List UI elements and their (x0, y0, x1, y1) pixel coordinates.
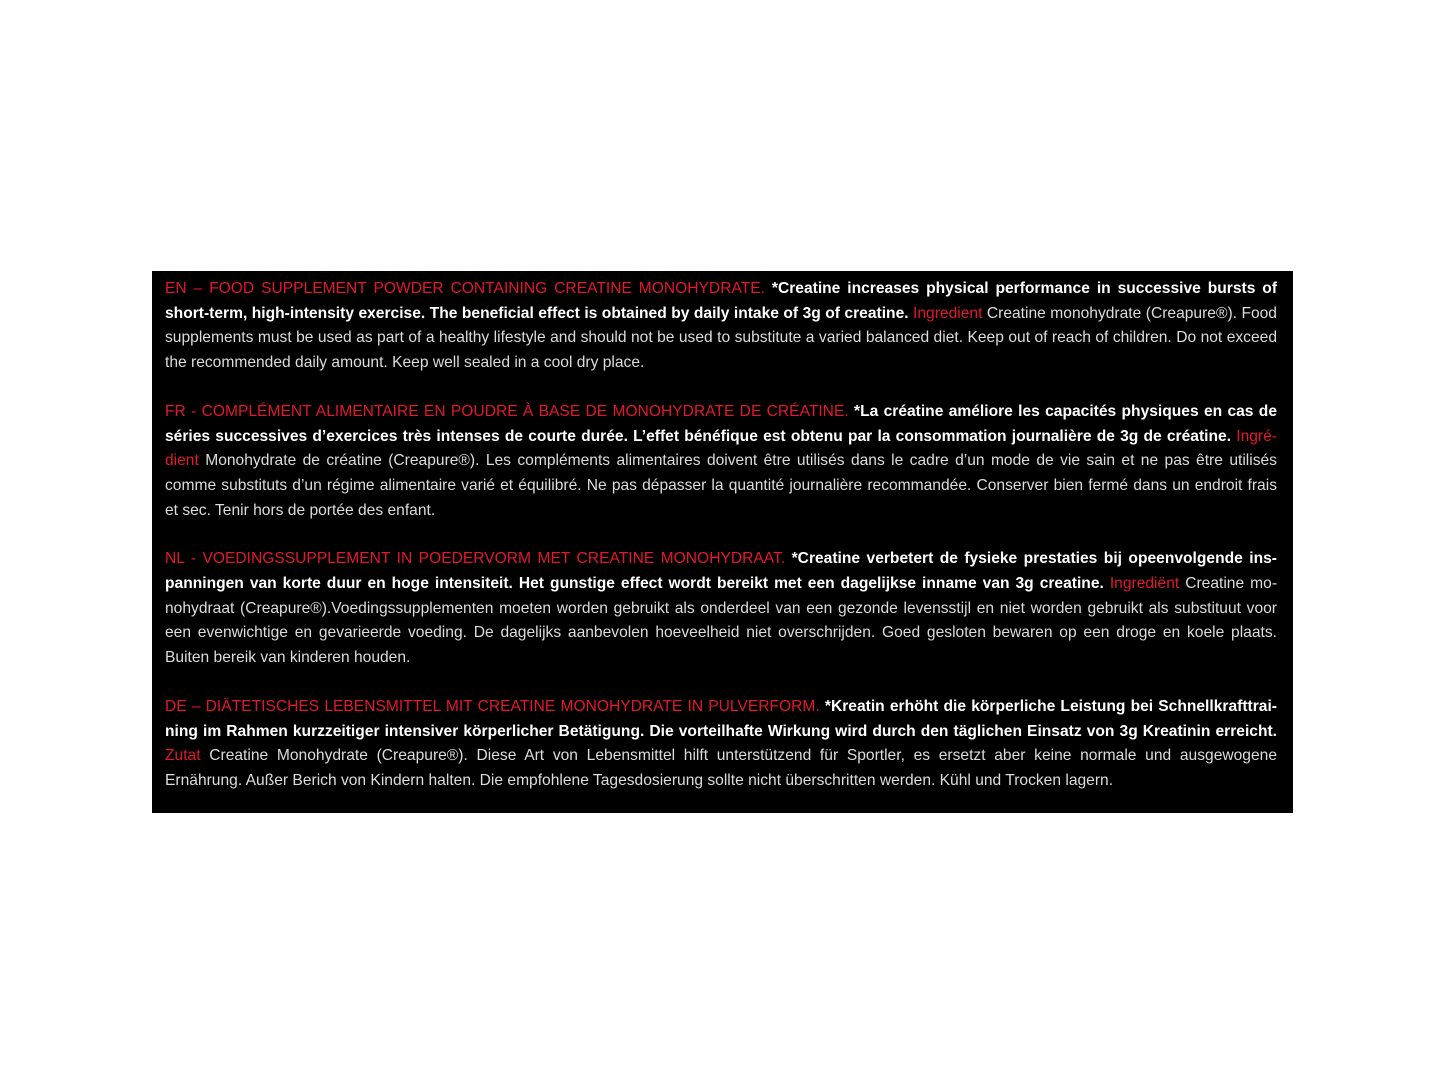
section-de (165, 695, 1277, 794)
supplement-label-panel (152, 271, 1293, 813)
health-claim-fr: *La créatine améliore les capacités physiques en cas de séries successives d’exercices très intenses de courte durée. L’effet bénéfique est obtenu par la consommation journalière de 3g de créatine. (165, 402, 1277, 445)
body-text-fr: Monohydrate de créatine (Creapure®). Les compléments alimentaires doivent être utilisés dans le cadre d’un mode de vie sain et ne pas être utilisés comme substituts d’un régime alimentaire varié et équilibré. Ne pas dépasser la quantité journalière recommandée. Conserver bien fermé dans un endroit frais et sec. Tenir hors de portée des enfant. (165, 452, 1277, 519)
section-fr (165, 400, 1277, 524)
health-claim-de: *Kreatin erhöht die körperliche Leistung bei Schnellkrafttraining im Rahmen kurzzeitiger intensiver körperlicher Betätigung. Die vorteilhafte Wirkung wird durch den täglichen Einsatz von 3g Kreatinin erreicht. (165, 697, 1277, 740)
section-nl (165, 547, 1277, 671)
section-heading-nl: NL - VOEDINGSSUPPLEMENT IN POEDERVORM MET CREATINE MONOHYDRAAT. (165, 550, 786, 568)
section-heading-en: EN – FOOD SUPPLEMENT POWDER CONTAINING CREATINE MONOHYDRATE. (165, 280, 765, 297)
body-text-en: Creatine monohydrate (Creapure®). Food supplements must be used as part of a healthy lifestyle and should not be used to substitute a varied balanced diet. Keep out of reach of children. Do not exceed the recommended daily amount. Keep well sealed in a cool dry place. (165, 304, 1277, 372)
section-en (165, 277, 1277, 376)
ingredient-label-nl: Ingrediënt (1109, 575, 1180, 593)
health-claim-nl: *Creatine verbetert de fysieke prestaties bij opeenvolgende inspanningen van korte duur en hoge intensiteit. Het gunstige effect wordt bereikt met een dagelijkse inname van 3g creatine. (165, 550, 1277, 593)
section-heading-de: DE – DIÄTETISCHES LEBENSMITTEL MIT CREATINE MONOHYDRATE IN PULVERFORM. (165, 697, 820, 715)
body-text-nl: Creatine monohydraat (Creapure®).Voedingssupplementen moeten worden gebruikt als onderdeel van een gezonde levensstijl en niet worden gebruikt als substituut voor een evenwichtige en gevarieerde voeding. De dagelijks aanbevolen hoeveelheid niet overschrijden. Goed gesloten bewaren op een droge en koele plaats. Buiten bereik van kinderen houden. (165, 575, 1278, 667)
ingredient-label-de: Zutat (165, 747, 201, 765)
health-claim-en: *Creatine increases physical performance in successive bursts of short-term, high-intensity exercise. The beneficial effect is obtained by daily intake of 3g of creatine. (165, 280, 1278, 322)
body-text-de: Creatine Monohydrate (Creapure®). Diese Art von Lebensmittel hilft unterstützend für Sportler, es ersetzt aber keine normale und ausgewogene Ernährung. Außer Berich von Kindern halten. Die empfohlene Tagesdosierung sollte nicht überschritten werden. Kühl und Trocken lagern. (165, 747, 1277, 789)
ingredient-label-en: Ingredient (913, 304, 983, 322)
section-heading-fr: FR - COMPLÉMENT ALIMENTAIRE EN POUDRE À BASE DE MONOHYDRATE DE CRÉATINE. (165, 402, 849, 420)
ingredient-label-fr: Ingrédient (165, 427, 1277, 470)
